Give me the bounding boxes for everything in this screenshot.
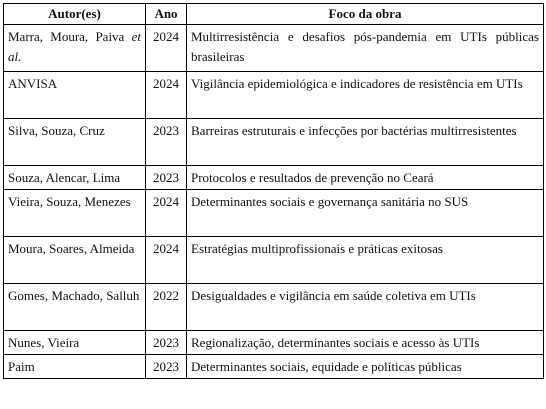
author-text: Marra, Moura, Paiva — [8, 29, 132, 44]
table-row — [4, 166, 544, 190]
cell-author: Nunes, Vieira — [4, 331, 146, 355]
cell-year: 2024 — [146, 237, 187, 284]
cell-focus: Desigualdades e vigilância em saúde coletiva em UTIs — [187, 284, 544, 331]
table-row — [4, 119, 544, 166]
table-row — [4, 190, 544, 237]
table-row — [4, 331, 544, 355]
cell-focus: Determinantes sociais e governança sanitária no SUS — [187, 190, 544, 237]
cell-focus: Barreiras estruturais e infecções por bactérias multirresistentes — [187, 119, 544, 166]
table-row — [4, 284, 544, 331]
cell-year: 2024 — [146, 72, 187, 119]
table-row — [4, 237, 544, 284]
cell-focus: Multirresistência e desafios pós-pandemia em UTIs públicas brasileiras — [187, 25, 544, 72]
header-year: Ano — [146, 4, 187, 25]
cell-year: 2024 — [146, 190, 187, 237]
cell-focus: Regionalização, determinantes sociais e acesso às UTIs — [187, 331, 544, 355]
table-row — [4, 355, 544, 379]
header-author: Autor(es) — [4, 4, 146, 25]
cell-focus: Vigilância epidemiológica e indicadores de resistência em UTIs — [187, 72, 544, 119]
cell-author: Gomes, Machado, Salluh — [4, 284, 146, 331]
cell-author: Paim — [4, 355, 146, 379]
table-row — [4, 72, 544, 119]
cell-focus: Estratégias multiprofissionais e práticas exitosas — [187, 237, 544, 284]
cell-year: 2022 — [146, 284, 187, 331]
cell-author: Silva, Souza, Cruz — [4, 119, 146, 166]
references-table — [3, 3, 544, 379]
cell-year: 2023 — [146, 331, 187, 355]
header-focus: Foco da obra — [187, 4, 544, 25]
table-row — [4, 25, 544, 72]
cell-author: ANVISA — [4, 72, 146, 119]
cell-year: 2023 — [146, 119, 187, 166]
cell-focus: Protocolos e resultados de prevenção no Ceará — [187, 166, 544, 190]
author-et-al: et al. — [8, 29, 141, 64]
cell-year: 2023 — [146, 166, 187, 190]
cell-author: Moura, Soares, Almeida — [4, 237, 146, 284]
cell-focus: Determinantes sociais, equidade e políticas públicas — [187, 355, 544, 379]
cell-year: 2023 — [146, 355, 187, 379]
table-header-row — [4, 4, 544, 25]
cell-author: Souza, Alencar, Lima — [4, 166, 146, 190]
cell-year: 2024 — [146, 25, 187, 72]
cell-author — [4, 25, 146, 72]
cell-author: Vieira, Souza, Menezes — [4, 190, 146, 237]
